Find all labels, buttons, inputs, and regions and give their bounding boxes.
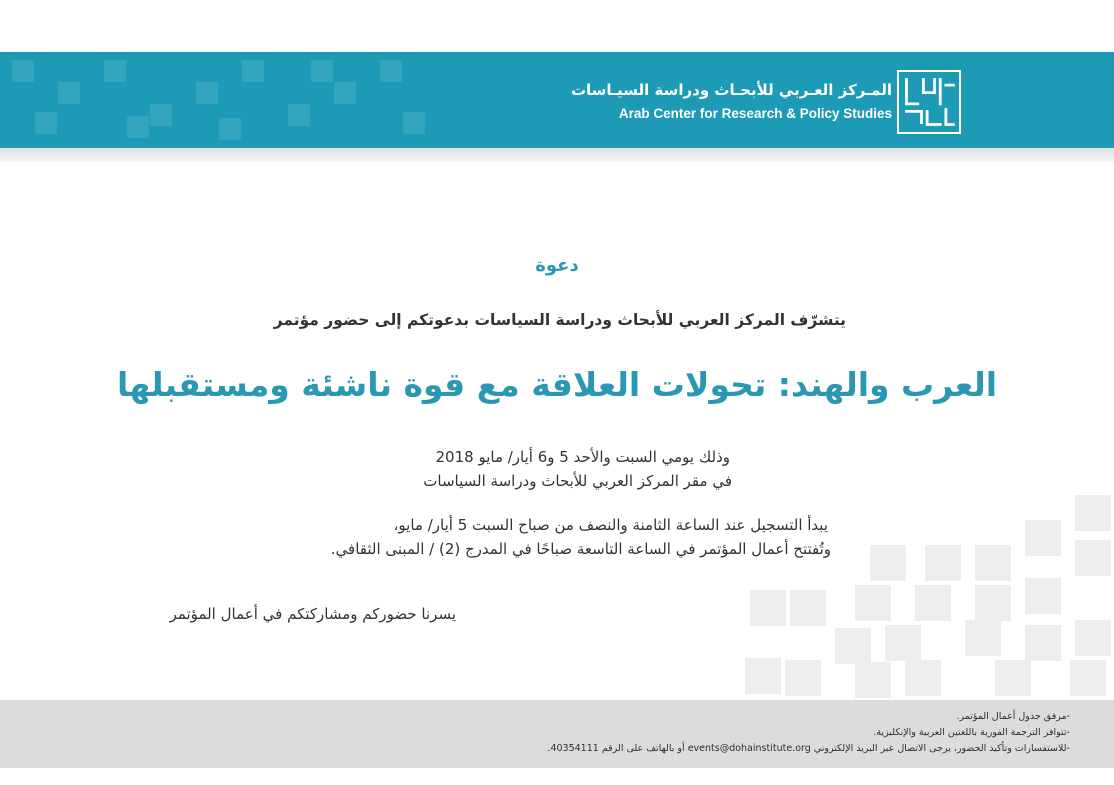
org-name-arabic: المـركز العـربي للأبحـاث ودراسة السيـاسات (570, 81, 892, 99)
registration-info: يبدأ التسجيل عند الساعة الثامنة والنصف من صباح السبت 5 أيار/ مايو، (393, 516, 828, 534)
footnote-contact: -للاستفسارات وتأكيد الحضور، يرجى الاتصال عبر البريد الإلكتروني events@dohainstitute.org أو بالهاتف على الرقم 40354111. (547, 743, 1070, 754)
opening-info: وتُفتتح أعمال المؤتمر في الساعة التاسعة صباحًا في المدرج (2) / المبنى الثقافي. (330, 540, 831, 558)
invitation-title: دعوة (535, 255, 579, 276)
arab-center-logo-icon (897, 70, 961, 134)
org-name-block (571, 80, 892, 124)
logo-glyph-art (899, 72, 959, 132)
event-venue: في مقر المركز العربي للأبحاث ودراسة السياسات (423, 472, 732, 490)
invitation-intro: يتشرّف المركز العربي للأبحاث ودراسة السياسات بدعوتكم إلى حضور مؤتمر (273, 311, 846, 329)
conference-title: العرب والهند: تحولات العلاقة مع قوة ناشئة ومستقبلها (116, 365, 998, 404)
closing-remark: يسرنا حضوركم ومشاركتكم في أعمال المؤتمر (169, 605, 456, 623)
header-pattern (0, 52, 460, 148)
event-date: وذلك يومي السبت والأحد 5 و6 أيار/ مايو 2018 (435, 448, 730, 466)
footnote-agenda: -مرفق جدول أعمال المؤتمر. (956, 711, 1070, 722)
org-name-english: Arab Center for Research & Policy Studies (618, 106, 892, 121)
header-shadow (0, 148, 1114, 162)
footnote-translation: -تتوافر الترجمة الفورية باللغتين العربية والإنكليزية. (873, 727, 1070, 738)
